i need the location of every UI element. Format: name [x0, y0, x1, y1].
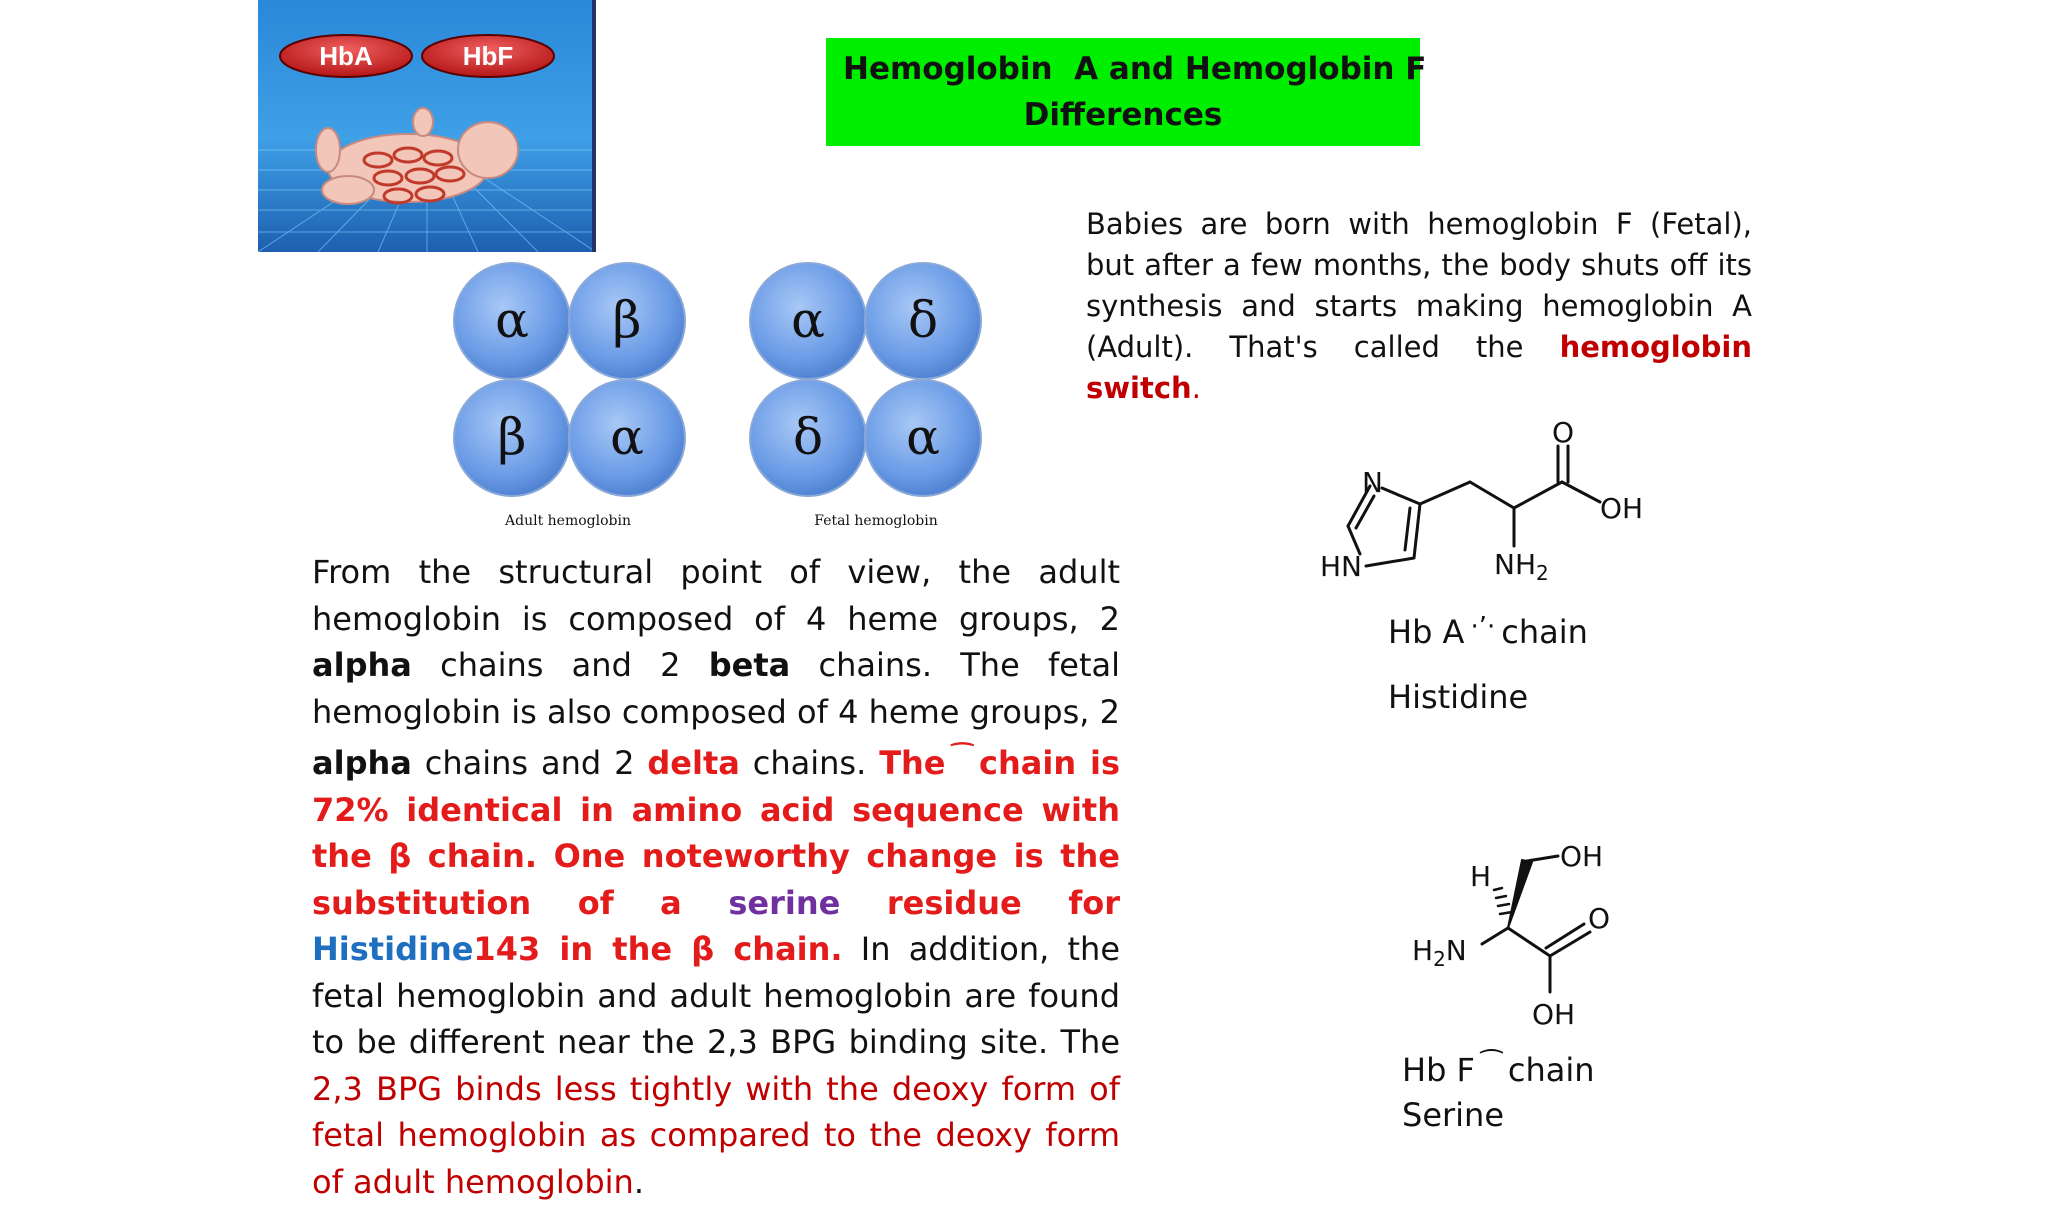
main-red-4: 143 in the β chain.	[473, 930, 843, 968]
main-p5: chains.	[739, 744, 880, 782]
main-p3: chains. The fetal hemoglobin is also composed of 4 heme groups, 2	[312, 646, 1120, 731]
fetal-subunit-label-2: δ	[907, 291, 939, 349]
hb-f-chain-label	[1402, 1050, 1595, 1089]
main-red-2: chain is 72% identical in amino acid sequence with the β chain. One noteworthy change is the substitution of a	[312, 744, 1121, 922]
histidine-atom-hn: HN	[1320, 550, 1362, 583]
fetal-subunit-label-3: δ	[792, 408, 824, 466]
hb-f-text: Hb F	[1402, 1051, 1475, 1089]
serine-term: serine	[728, 883, 841, 922]
adult-hemoglobin-group	[454, 263, 685, 529]
fetal-hemoglobin-group	[750, 263, 981, 529]
hb-a-text: Hb A	[1388, 613, 1465, 651]
histidine-structure	[1310, 404, 1660, 604]
hemoglobin-illustration	[258, 0, 596, 252]
adult-subunit-label-3: β	[497, 408, 527, 466]
title-line-2: Differences	[1023, 97, 1223, 133]
hemoglobin-subunit-diagram	[440, 255, 1000, 535]
histidine-atom-n: N	[1362, 466, 1383, 499]
hb-f-glyph: ⁀	[1480, 1050, 1502, 1080]
main-p2: chains and 2	[411, 646, 709, 684]
histidine-term: Histidine	[312, 930, 474, 968]
hba-badge: HbA	[319, 41, 373, 71]
histidine-atom-oh: OH	[1600, 492, 1644, 525]
main-p6: In addition, the fetal hemoglobin and adult hemoglobin are found to be different near the 2,3 BPG binding site. The	[312, 930, 1121, 1061]
adult-subunit-label-2: β	[612, 291, 642, 349]
adult-subunit-label-1: α	[495, 291, 529, 349]
main-red-3: residue for	[840, 883, 1121, 922]
beta-term: beta	[708, 646, 791, 684]
fetal-hemoglobin-caption: Fetal hemoglobin	[814, 513, 938, 529]
adult-hemoglobin-caption: Adult hemoglobin	[505, 513, 631, 529]
hbf-badge: HbF	[462, 41, 514, 71]
hb-a-glyph: ·ʼ·	[1470, 612, 1496, 642]
histidine-atom-nh2: $NH_2$	[1494, 548, 1549, 585]
serine-structure	[1390, 820, 1650, 1030]
fetal-subunit-label-1: α	[791, 291, 825, 349]
delta-glyph: ⁀	[951, 743, 974, 773]
intro-end: .	[1191, 371, 1201, 405]
page-title	[843, 46, 1427, 138]
structure-paragraph	[312, 549, 1120, 1205]
hemoglobin-switch-highlight: hemoglobin switch	[1086, 330, 1752, 405]
histidine-atom-o: O	[1552, 416, 1575, 449]
fetal-subunit-label-4: α	[906, 408, 940, 466]
hb-a-chain-label	[1388, 612, 1588, 651]
bpg-statement: 2,3 BPG binds less tightly with the deoxy form of fetal hemoglobin as compared to the deoxy form of adult hemoglobin	[312, 1069, 1120, 1201]
adult-subunit-label-4: α	[610, 408, 644, 466]
alpha-term-1: alpha	[312, 646, 412, 684]
serine-atom-h: H	[1470, 860, 1492, 893]
serine-atom-o: O	[1588, 902, 1611, 935]
serine-atom-oh-top: OH	[1560, 840, 1604, 873]
serine-atom-h2n: $H_2N$	[1412, 934, 1467, 971]
hb-a-chain-text: chain	[1501, 613, 1588, 651]
title-line-1: Hemoglobin A and Hemoglobin F	[843, 51, 1427, 87]
title-box	[826, 38, 1427, 146]
delta-term: delta	[647, 744, 740, 782]
intro-paragraph	[1086, 204, 1752, 409]
main-end: .	[633, 1162, 644, 1201]
intro-text: Babies are born with hemoglobin F (Fetal), but after a few months, the body shuts off its synthesis and starts making hemoglobin A (Adult). That's called the	[1086, 207, 1752, 364]
hb-f-chain-text: chain	[1507, 1051, 1595, 1089]
main-red-1: The	[879, 744, 946, 782]
serine-name: Serine	[1402, 1096, 1505, 1134]
main-p4: chains and 2	[411, 744, 648, 782]
main-p1: From the structural point of view, the adult hemoglobin is composed of 4 heme groups, 2	[312, 553, 1120, 638]
histidine-name: Histidine	[1388, 678, 1529, 716]
serine-atom-oh-bottom: OH	[1532, 998, 1576, 1030]
alpha-term-2: alpha	[312, 744, 412, 782]
